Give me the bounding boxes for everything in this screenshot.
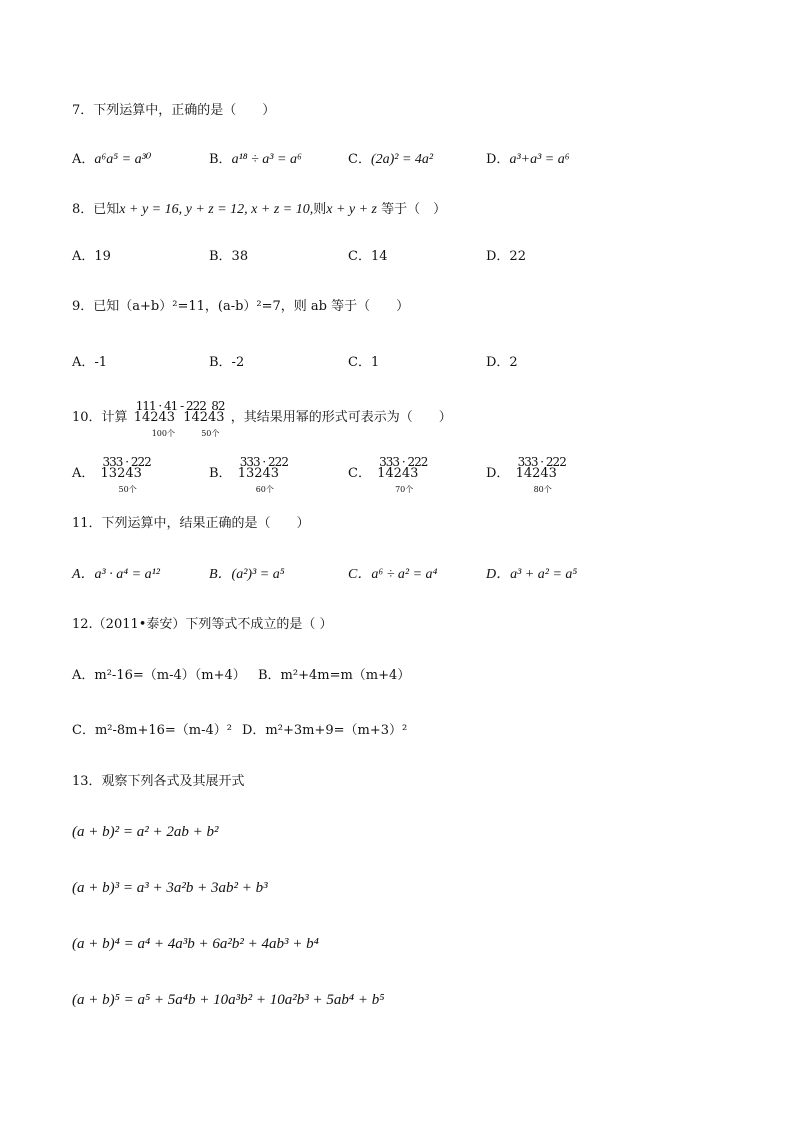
q10-option-c-under: 70个 [395,485,414,494]
q7-option-d [486,150,570,170]
q10-option-d-under: 80个 [533,485,552,494]
q10-option-d-over: 333 · 222 [517,455,566,469]
q13-equation-1: (a + b)² = a² + 2ab + b² [72,824,219,840]
q12-stem: 12.（2011•泰安）下列等式不成立的是（ ） [72,617,333,632]
q7-option-a-expr: a⁶a⁵ = a³⁰ [94,152,152,167]
q10-term2-over: 82 [211,399,225,413]
q10-term1-over: 111 · 41 - 222 [135,399,206,413]
q10-option-c-base: 14243 [377,466,419,481]
q10-stem [72,399,452,438]
q9-stem: 9．已知（a+b）²=11，(a-b）²=7，则 ab 等于（ ） [72,299,410,314]
q10-option-d [486,455,566,494]
q10-option-a-label: A． [72,466,95,481]
q7-option-c-expr: (2a)² = 4a² [370,152,434,167]
q8-stem-math: x + y = 16, y + z = 12, x + z = 10, [119,202,314,217]
q10-stem-suffix: ，其结果用幂的形式可表示为（ ） [230,410,452,425]
q7-option-b-label: B． [209,152,232,167]
q10-option-a-expr [100,455,151,494]
q10-option-a-over: 333 · 222 [102,455,151,469]
q8-stem [72,200,446,220]
q10-option-c-over: 333 · 222 [379,455,428,469]
q9-option-a: A．-1 [72,355,108,370]
q10-option-b-base: 13243 [237,466,280,481]
q10-option-b-label: B． [209,466,232,481]
q10-option-d-expr [515,455,566,494]
q10-option-d-label: D． [486,466,510,481]
q8-stem-prefix: 8．已知 [72,202,120,217]
q13-equation-3: (a + b)⁴ = a⁴ + 4a³b + 6a²b² + 4ab³ + b⁴ [72,936,319,952]
q10-term1-base: 14243 [133,410,176,425]
q12-option-a: A．m²-16=（m-4）（m+4） [72,668,246,683]
q10-option-a [72,455,151,494]
q8-option-a: A．19 [72,249,111,264]
q9-option-c: C．1 [348,355,380,370]
q10-option-c [348,455,428,494]
q9-option-b: B．-2 [209,355,245,370]
q8-option-c: C．14 [348,249,388,264]
q7-option-a-label: A． [72,152,95,167]
q11-option-d: D．a³ + a² = a⁵ [486,567,578,582]
q13-equation-2: (a + b)³ = a³ + 3a²b + 3ab² + b³ [72,880,268,896]
q12-option-c: C．m²-8m+16=（m-4）² [72,723,233,738]
q13-stem: 13．观察下列各式及其展开式 [72,774,245,789]
q7-stem: 7．下列运算中，正确的是（ ） [72,103,276,118]
q10-option-a-under: 50个 [118,485,137,494]
q10-term1-under: 100个 [151,429,175,438]
q7-option-c-label: C． [348,152,371,167]
q10-option-b-expr [237,455,288,494]
q10-term2 [183,399,225,438]
q10-option-d-base: 14243 [515,466,557,481]
q7-option-c [348,150,433,170]
q10-option-c-label: C． [348,466,371,481]
q10-term1 [133,399,206,438]
q10-stem-prefix: 10．计算 [72,410,128,425]
q8-option-b: B．38 [209,249,249,264]
q11-stem: 11．下列运算中，结果正确的是（ ） [72,516,310,531]
q8-option-d: D．22 [486,249,526,264]
q7-option-d-expr: a³+a³ = a⁶ [509,152,570,167]
q7-option-a [72,150,151,170]
q9-option-d: D．2 [486,355,518,370]
q10-option-c-expr [377,455,428,494]
q12-option-d: D．m²+3m+9=（m+3）² [242,723,408,738]
q13-equation-4: (a + b)⁵ = a⁵ + 5a⁴b + 10a³b² + 10a²b³ + 5ab⁴ + b⁵ [72,992,385,1008]
q7-option-b [209,150,302,170]
q11-option-c: C．a⁶ ÷ a² = a⁴ [348,567,438,582]
q10-term2-base: 14243 [183,410,225,425]
q10-option-b-over: 333 · 222 [239,455,288,469]
q7-option-d-label: D． [486,152,510,167]
q8-stem-math2: x + y + z [326,202,378,217]
q8-stem-suffix: 等于（ ） [381,202,447,217]
q11-option-b: B．(a²)³ = a⁵ [209,567,285,582]
q8-stem-mid: 则 [313,202,327,217]
q11-option-a: A．a³ · a⁴ = a¹² [72,567,160,582]
q10-option-b-under: 60个 [255,485,274,494]
q10-term2-under: 50个 [201,429,220,438]
q10-option-b [209,455,288,494]
q10-option-a-base: 13243 [100,466,142,481]
q7-option-b-expr: a¹⁸ ÷ a³ = a⁶ [231,152,302,167]
q12-option-b: B．m²+4m=m（m+4） [258,668,411,683]
